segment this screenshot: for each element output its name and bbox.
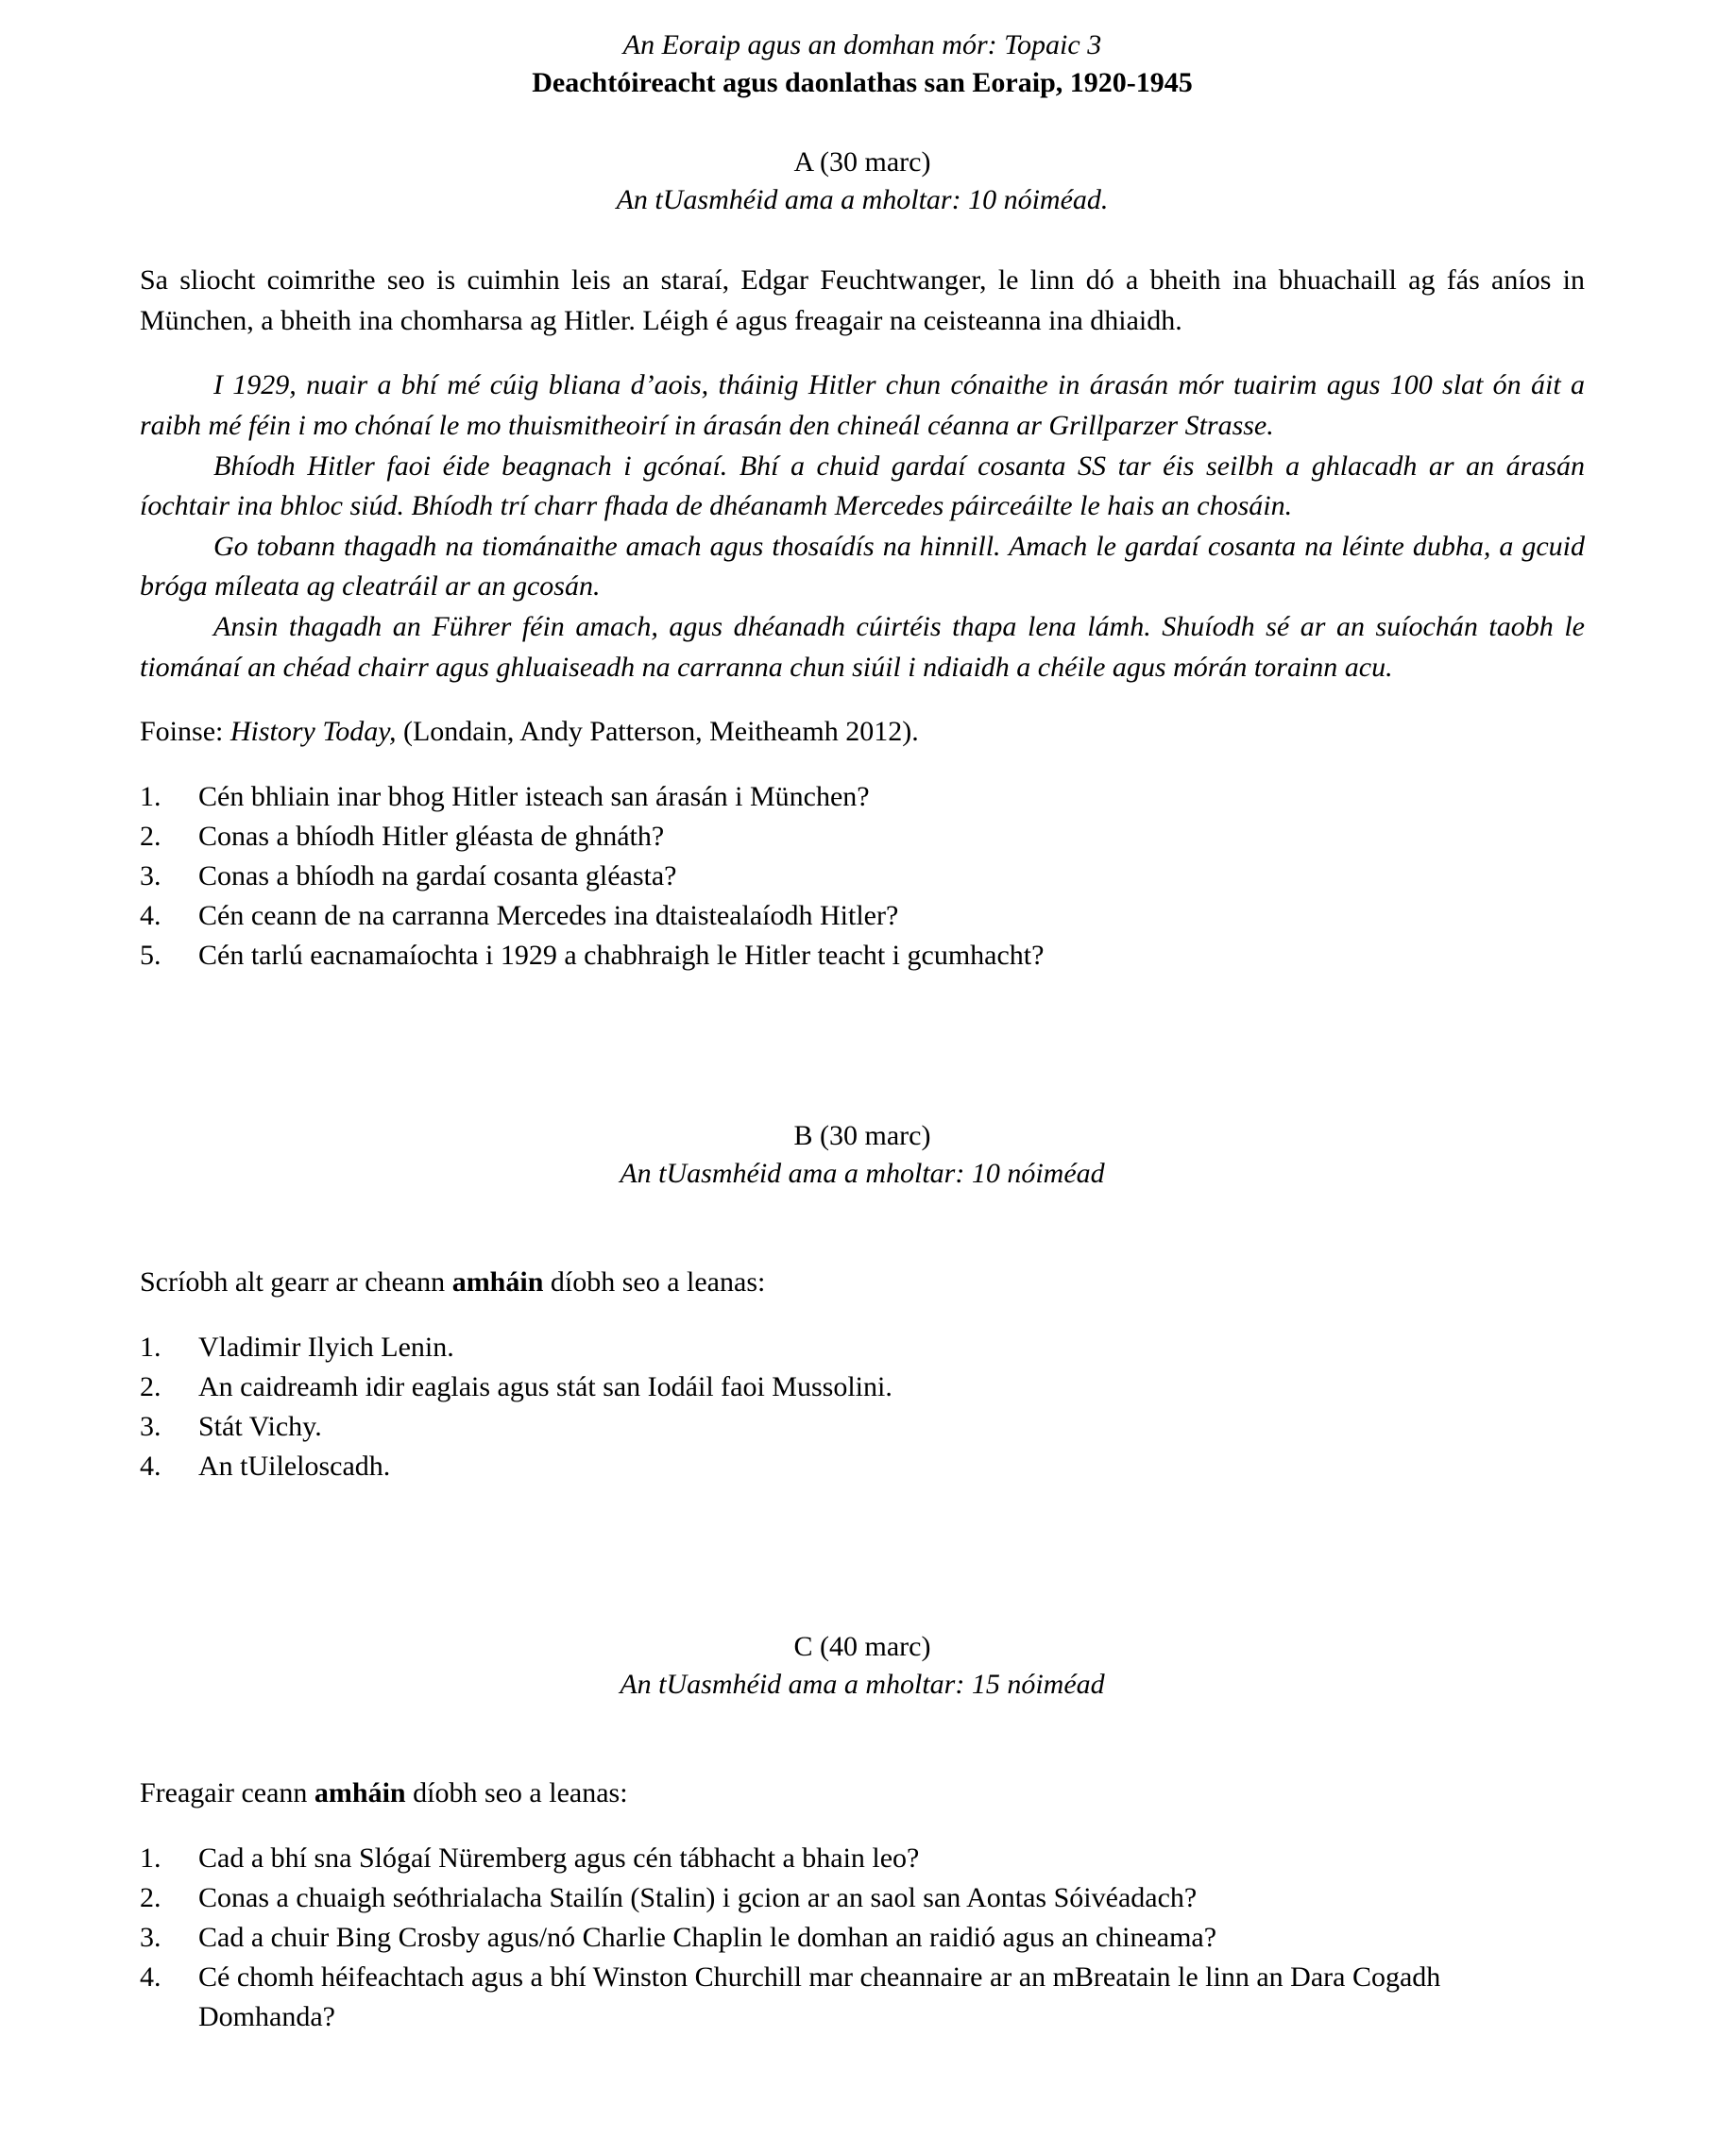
question-text: Cén tarlú eacnamaíochta i 1929 a chabhraigh le Hitler teacht i gcumhacht? xyxy=(198,939,1045,971)
spacer xyxy=(140,1814,1585,1839)
section-c-heading: C (40 marc) xyxy=(793,1630,931,1662)
list-item xyxy=(140,857,1585,896)
question-number: 4. xyxy=(140,1450,162,1482)
page-header xyxy=(140,26,1585,102)
instruction-part: díobh seo a leanas: xyxy=(543,1266,766,1299)
list-item xyxy=(140,817,1585,857)
page-title: Deachtóireacht agus daonlathas san Eoraip, 1920-1945 xyxy=(532,66,1193,98)
question-text: An tUileloscadh. xyxy=(198,1450,391,1482)
section-a xyxy=(140,144,1585,976)
spacer xyxy=(140,102,1585,144)
question-text: Cé chomh héifeachtach agus a bhí Winston Churchill mar cheannaire ar an mBreatain le linn an Dara Cogadh Domhanda? xyxy=(198,1961,1441,2032)
section-c-question-list xyxy=(140,1839,1585,2037)
spacer xyxy=(140,688,1585,712)
section-b-instruction xyxy=(140,1263,1585,1303)
source-prefix: Foinse: xyxy=(140,716,230,748)
list-item xyxy=(140,1447,1585,1486)
section-b-heading: B (30 marc) xyxy=(793,1119,931,1151)
question-number: 1. xyxy=(140,780,162,812)
source-suffix: (Londain, Andy Patterson, Meitheamh 2012). xyxy=(396,716,919,748)
instruction-part: Scríobh alt gearr ar cheann xyxy=(140,1266,452,1299)
question-number: 4. xyxy=(140,899,162,931)
question-number: 3. xyxy=(140,1921,162,1953)
question-number: 2. xyxy=(140,1881,162,1913)
question-number: 5. xyxy=(140,939,162,971)
spacer xyxy=(140,753,1585,777)
list-item xyxy=(140,936,1585,976)
section-b-question-list xyxy=(140,1328,1585,1486)
list-item xyxy=(140,1839,1585,1878)
question-text: Stát Vichy. xyxy=(198,1410,322,1442)
spacer xyxy=(140,1193,1585,1263)
source-citation xyxy=(140,712,1585,753)
spacer xyxy=(140,1486,1585,1628)
list-item xyxy=(140,1367,1585,1407)
question-number: 2. xyxy=(140,1370,162,1402)
question-text: Vladimir Ilyich Lenin. xyxy=(198,1331,454,1363)
instruction-emphasis: amháin xyxy=(451,1266,544,1299)
question-number: 1. xyxy=(140,1331,162,1363)
question-number: 1. xyxy=(140,1842,162,1874)
spacer xyxy=(140,1704,1585,1774)
spacer xyxy=(140,976,1585,1117)
list-item xyxy=(140,777,1585,817)
question-text: Conas a bhíodh Hitler gléasta de ghnáth? xyxy=(198,820,665,852)
extract-paragraph: I 1929, nuair a bhí mé cúig bliana d’aois, tháinig Hitler chun cónaithe in árasán mór tuairim agus 100 slat ón áit a raibh mé féin i mo chónaí le mo thuismitheoirí in árasán den chineál céanna ar Grillparzer Strasse. xyxy=(140,369,1585,441)
list-item xyxy=(140,1878,1585,1918)
question-text: Cad a bhí sna Slógaí Nüremberg agus cén tábhacht a bhain leo? xyxy=(198,1842,920,1874)
question-text: Cén bhliain inar bhog Hitler isteach san árasán i München? xyxy=(198,780,870,812)
list-item xyxy=(140,1918,1585,1958)
section-a-time-note: An tUasmhéid ama a mholtar: 10 nóiméad. xyxy=(616,183,1109,215)
spacer xyxy=(140,1303,1585,1328)
question-number: 3. xyxy=(140,1410,162,1442)
spacer xyxy=(140,219,1585,261)
question-number: 3. xyxy=(140,859,162,891)
instruction-part: díobh seo a leanas: xyxy=(405,1777,628,1809)
spacer xyxy=(140,341,1585,365)
instruction-emphasis: amháin xyxy=(314,1777,406,1809)
section-a-heading: A (30 marc) xyxy=(793,145,931,178)
list-item xyxy=(140,1328,1585,1367)
question-text: Cén ceann de na carranna Mercedes ina dtaistealaíodh Hitler? xyxy=(198,899,899,931)
question-text: Conas a bhíodh na gardaí cosanta gléasta? xyxy=(198,859,677,891)
question-number: 2. xyxy=(140,820,162,852)
section-c-time-note: An tUasmhéid ama a mholtar: 15 nóiméad xyxy=(620,1668,1105,1700)
question-text: Cad a chuir Bing Crosby agus/nó Charlie Chaplin le domhan an raidió agus an chineama? xyxy=(198,1921,1217,1953)
extract-paragraph: Ansin thagadh an Führer féin amach, agus dhéanadh cúirtéis thapa lena lámh. Shuíodh sé ar an suíochán taobh le tiománaí an chéad chairr agus ghluaiseadh na carranna chun siúil i ndiaidh a chéile agus mórán torainn acu. xyxy=(140,610,1585,683)
section-c xyxy=(140,1628,1585,2037)
extract-paragraph: Bhíodh Hitler faoi éide beagnach i gcónaí. Bhí a chuid gardaí cosanta SS tar éis seilbh a ghlacadh ar an árasán íochtair ina bhloc siúd. Bhíodh trí charr fhada de dhéanamh Mercedes páirceáilte le hais an chosáin. xyxy=(140,450,1585,522)
section-c-instruction xyxy=(140,1774,1585,1814)
list-item xyxy=(140,896,1585,936)
section-a-intro: Sa sliocht coimrithe seo is cuimhin leis an staraí, Edgar Feuchtwanger, le linn dó a bheith ina bhuachaill ag fás aníos in München, a bheith ina chomharsa ag Hitler. Léigh é agus freagair na ceisteanna ina dhiaidh. xyxy=(140,264,1585,336)
list-item xyxy=(140,1958,1585,2037)
topic-line: An Eoraip agus an domhan mór: Topaic 3 xyxy=(622,29,1102,60)
source-extract xyxy=(140,365,1585,688)
question-text: Conas a chuaigh seóthrialacha Stailín (Stalin) i gcion ar an saol san Aontas Sóivéadach? xyxy=(198,1881,1198,1913)
source-publication: History Today, xyxy=(230,716,397,748)
extract-paragraph: Go tobann thagadh na tiománaithe amach agus thosaídís na hinnill. Amach le gardaí cosanta na léinte dubha, a gcuid bróga míleata ag cleatráil ar an gcosán. xyxy=(140,530,1585,603)
list-item xyxy=(140,1407,1585,1447)
instruction-part: Freagair ceann xyxy=(140,1777,314,1809)
question-number: 4. xyxy=(140,1961,162,1993)
section-a-question-list xyxy=(140,777,1585,976)
section-b-time-note: An tUasmhéid ama a mholtar: 10 nóiméad xyxy=(620,1157,1105,1189)
section-b xyxy=(140,1117,1585,1486)
question-text: An caidreamh idir eaglais agus stát san Iodáil faoi Mussolini. xyxy=(198,1370,892,1402)
